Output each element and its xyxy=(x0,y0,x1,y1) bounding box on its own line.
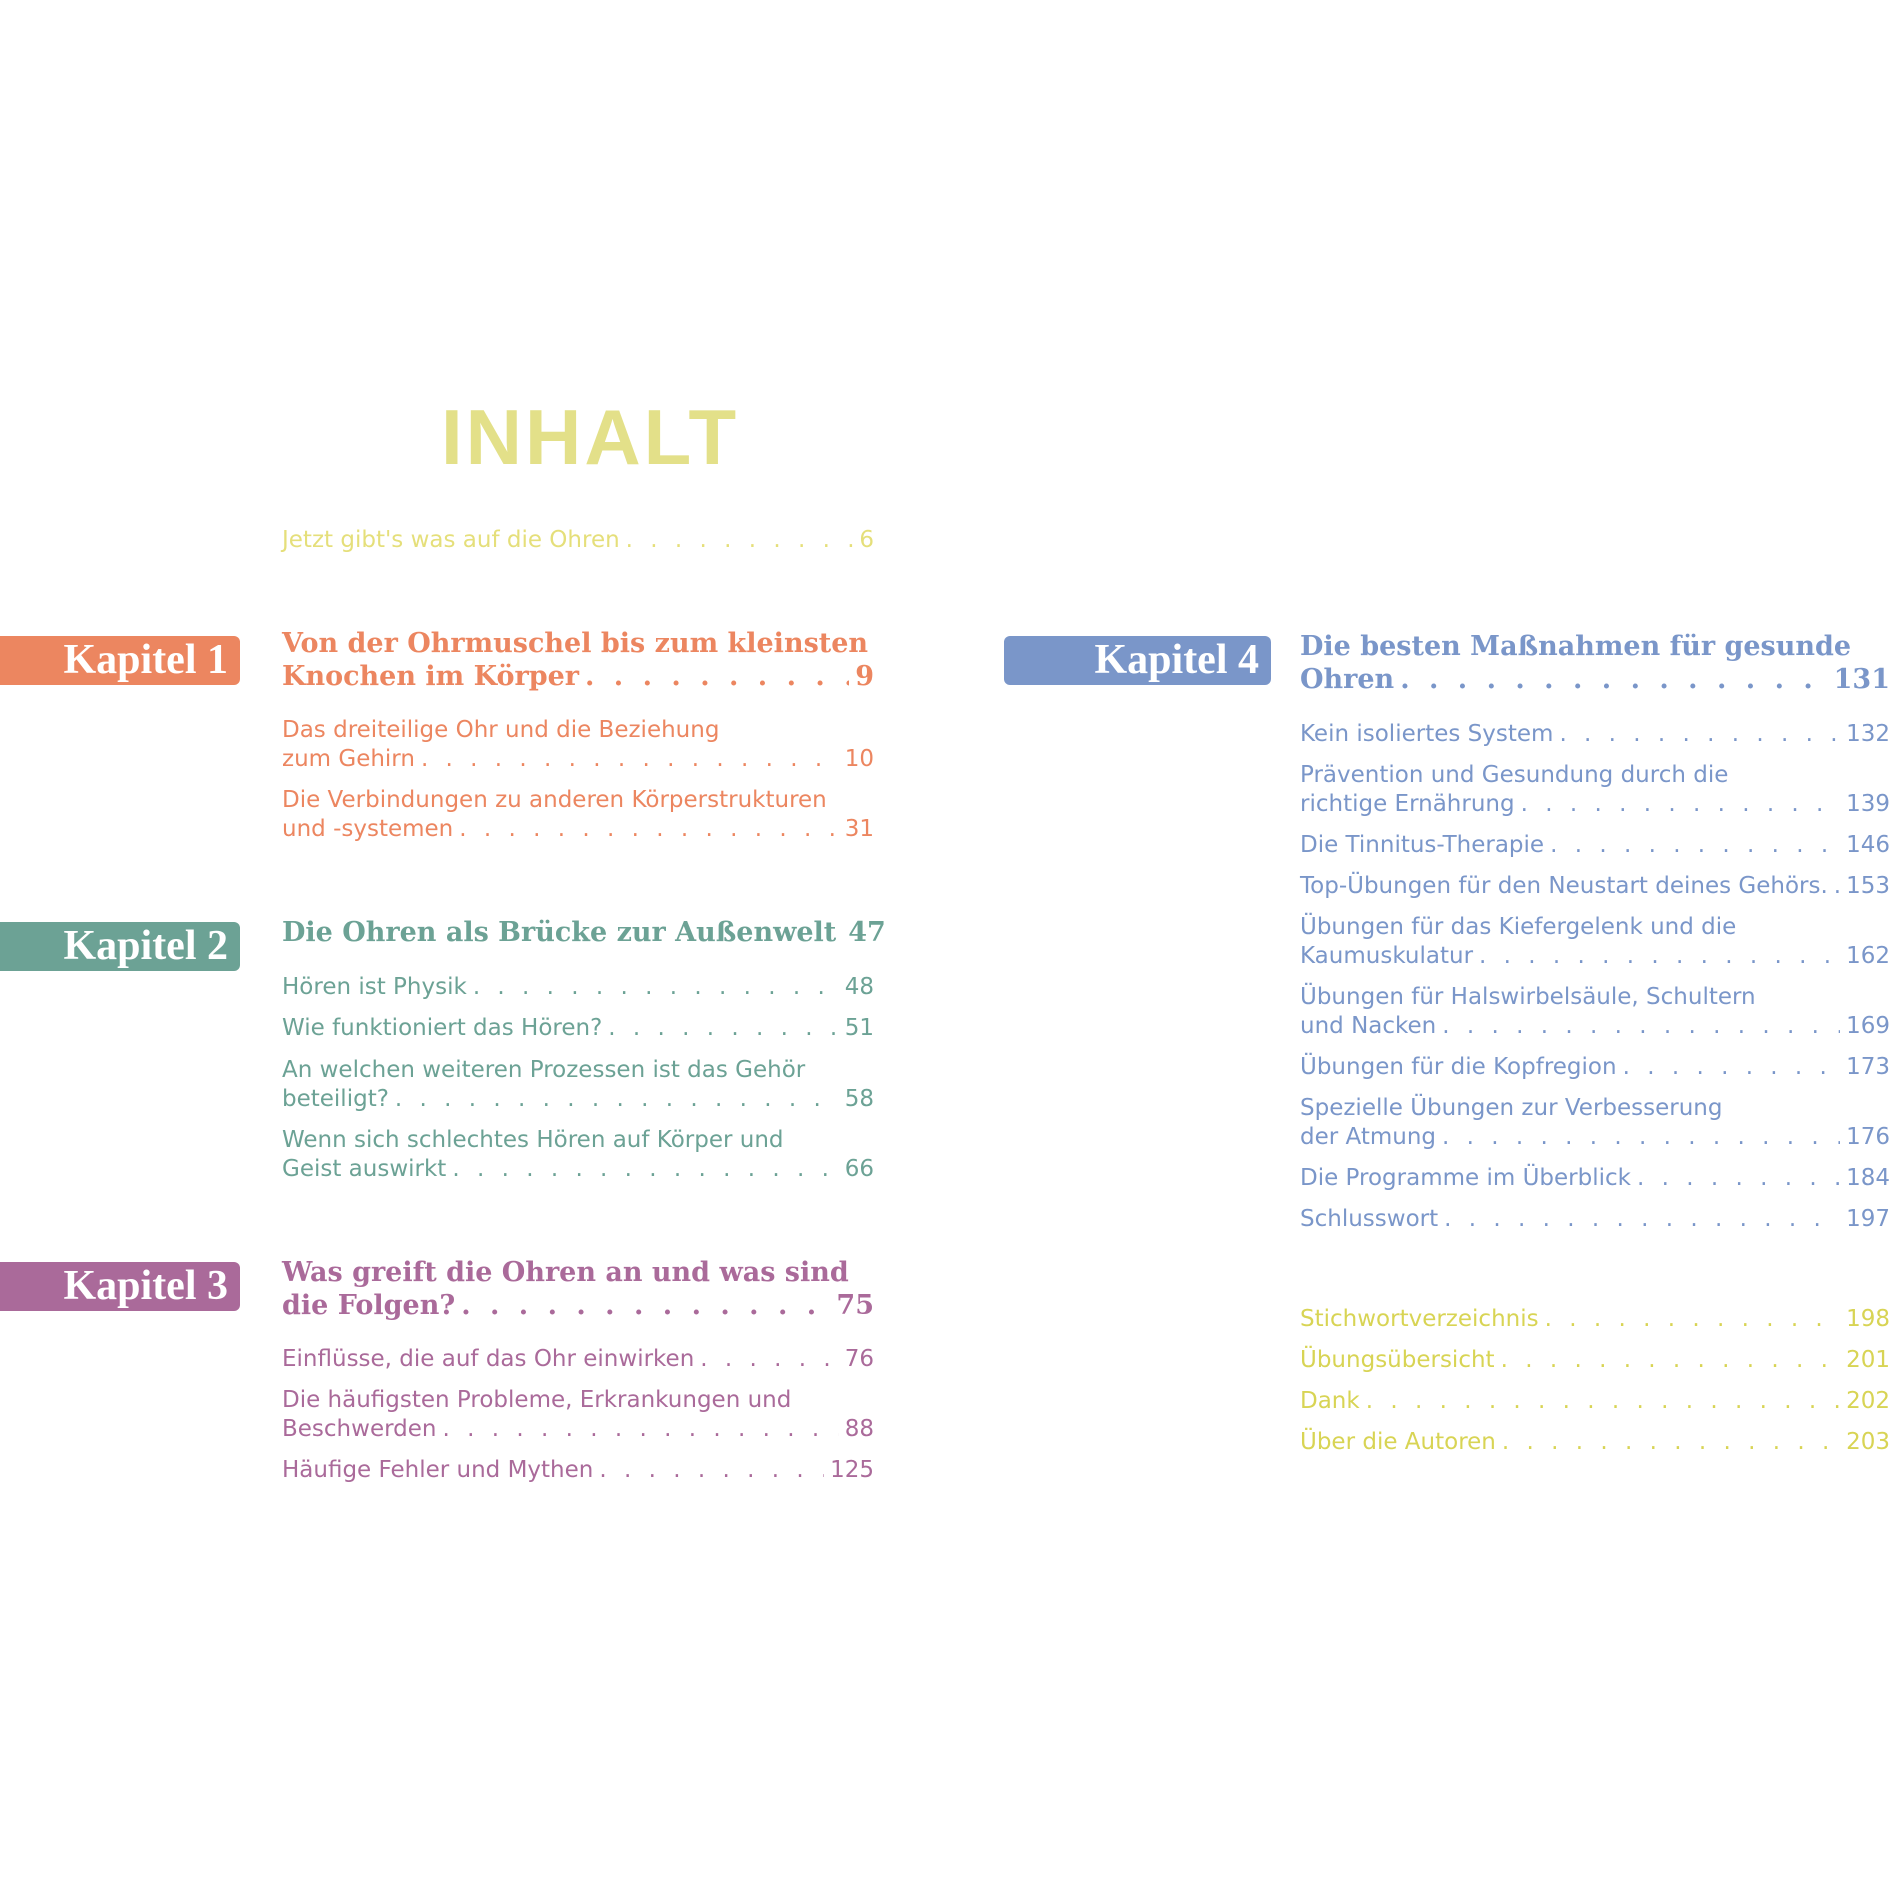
page-number: 6 xyxy=(859,527,874,553)
page-number: 58 xyxy=(844,1086,874,1112)
entry-row xyxy=(1300,1346,1890,1375)
entry-label: Jetzt gibt's was auf die Ohren xyxy=(282,527,620,553)
entry-row xyxy=(1300,1012,1890,1041)
entry-label: Stichwortverzeichnis xyxy=(1300,1306,1539,1332)
heading-line: Was greift die Ohren an und was sind xyxy=(282,1257,849,1288)
entry-line: Die Verbindungen zu anderen Körperstrukturen xyxy=(282,787,827,813)
dot-leader xyxy=(421,745,839,774)
page-number: 48 xyxy=(844,974,874,1000)
heading-label: Ohren xyxy=(1300,664,1395,695)
entry-label: Über die Autoren xyxy=(1300,1429,1496,1455)
toc-entry-appendix[interactable] xyxy=(1300,1346,1890,1375)
toc-entry[interactable] xyxy=(1300,983,1890,1041)
toc-entry[interactable] xyxy=(282,1386,874,1444)
toc-entry[interactable] xyxy=(282,1056,874,1114)
entry-row xyxy=(1300,1387,1890,1416)
entry-label: Geist auswirkt xyxy=(282,1156,447,1182)
toc-entry[interactable] xyxy=(282,1456,874,1485)
dot-leader xyxy=(461,1289,830,1322)
entry-label: Kaumuskulatur xyxy=(1300,943,1474,969)
chapter-badge-1: Kapitel 1 xyxy=(0,636,240,685)
entry-label: Die Tinnitus-Therapie xyxy=(1300,832,1545,858)
dot-leader xyxy=(1545,1305,1841,1334)
toc-entry[interactable] xyxy=(1300,1164,1890,1193)
page-number: 153 xyxy=(1846,873,1890,899)
entry-row xyxy=(282,973,874,1002)
page-title: INHALT xyxy=(441,393,740,481)
heading-row xyxy=(282,1289,874,1322)
dot-leader xyxy=(1550,831,1840,860)
toc-entry[interactable] xyxy=(282,1345,874,1374)
page-number: 203 xyxy=(1846,1429,1890,1455)
entry-row xyxy=(282,1014,874,1043)
entry-label: Schlusswort xyxy=(1300,1206,1439,1232)
page-number: 131 xyxy=(1833,664,1890,695)
page-number: 10 xyxy=(844,746,874,772)
dot-leader xyxy=(608,1014,838,1043)
heading-label: die Folgen? xyxy=(282,1290,456,1321)
page-number: 75 xyxy=(836,1290,874,1321)
entry-row xyxy=(1300,942,1890,971)
dot-leader xyxy=(1366,1387,1840,1416)
dot-leader xyxy=(1479,942,1840,971)
entry-row xyxy=(282,815,874,844)
page-number: 173 xyxy=(1846,1054,1890,1080)
entry-label: der Atmung xyxy=(1300,1124,1437,1150)
dot-leader xyxy=(1637,1164,1840,1193)
entry-row xyxy=(282,1456,874,1485)
entry-row xyxy=(1300,1164,1890,1193)
page-number: 162 xyxy=(1846,943,1890,969)
page-number: 132 xyxy=(1846,721,1890,747)
chapter-heading-1[interactable] xyxy=(282,627,874,693)
page-number: 176 xyxy=(1846,1124,1890,1150)
entry-row xyxy=(1300,720,1890,749)
toc-entry[interactable] xyxy=(282,786,874,844)
page-number: 31 xyxy=(844,816,874,842)
toc-entry-appendix[interactable] xyxy=(1300,1428,1890,1457)
page-number: 125 xyxy=(830,1457,874,1483)
entry-label: Übungsübersicht xyxy=(1300,1347,1495,1373)
entry-label: zum Gehirn xyxy=(282,746,415,772)
chapter-badge-4: Kapitel 4 xyxy=(1004,636,1271,685)
page-number: 197 xyxy=(1846,1206,1890,1232)
heading-label: Die Ohren als Brücke zur Außenwelt xyxy=(282,917,837,948)
entry-row xyxy=(1300,1428,1890,1457)
page-number: 47 xyxy=(848,917,886,948)
toc-entry[interactable] xyxy=(1300,1094,1890,1152)
entry-row xyxy=(1300,1053,1890,1082)
toc-entry[interactable] xyxy=(1300,761,1890,819)
entry-label: Übungen für die Kopfregion xyxy=(1300,1054,1617,1080)
chapter-heading-4[interactable] xyxy=(1300,630,1890,696)
dot-leader xyxy=(1501,1346,1841,1375)
heading-line: Die besten Maßnahmen für gesunde xyxy=(1300,631,1852,662)
dot-leader xyxy=(1442,1012,1840,1041)
entry-label: Die Programme im Überblick xyxy=(1300,1165,1631,1191)
entry-line: Übungen für Halswirbelsäule, Schultern xyxy=(1300,984,1756,1010)
entry-label: Hören ist Physik xyxy=(282,974,467,1000)
toc-entry[interactable] xyxy=(282,1126,874,1184)
entry-line: Spezielle Übungen zur Verbesserung xyxy=(1300,1095,1723,1121)
entry-row xyxy=(282,1085,874,1114)
entry-row xyxy=(282,745,874,774)
dot-leader xyxy=(452,1155,838,1184)
entry-row xyxy=(1300,790,1890,819)
dot-leader xyxy=(473,973,839,1002)
chapter-badge-2: Kapitel 2 xyxy=(0,922,240,971)
dot-leader xyxy=(1521,790,1841,819)
entry-row xyxy=(1300,831,1890,860)
entry-label: Top-Übungen für den Neustart deines Gehörs. xyxy=(1300,873,1828,899)
entry-row xyxy=(1300,872,1890,901)
chapter-heading-3[interactable] xyxy=(282,1256,874,1322)
dot-leader xyxy=(1834,872,1840,901)
entry-label: beteiligt? xyxy=(282,1086,389,1112)
heading-line: Von der Ohrmuschel bis zum kleinsten xyxy=(282,628,869,659)
entry-line: Die häufigsten Probleme, Erkrankungen und xyxy=(282,1387,792,1413)
toc-entry[interactable] xyxy=(282,1014,874,1043)
entry-line: Das dreiteilige Ohr und die Beziehung xyxy=(282,717,720,743)
page-number: 184 xyxy=(1846,1165,1890,1191)
dot-leader xyxy=(442,1415,838,1444)
dot-leader xyxy=(626,526,854,555)
entry-label: Dank xyxy=(1300,1388,1360,1414)
dot-leader xyxy=(700,1345,838,1374)
chapter-badge-3: Kapitel 3 xyxy=(0,1262,240,1311)
entry-line: An welchen weiteren Prozessen ist das Gehör xyxy=(282,1057,806,1083)
dot-leader xyxy=(395,1085,839,1114)
page-number: 146 xyxy=(1846,832,1890,858)
page-number: 201 xyxy=(1846,1347,1890,1373)
page-number: 88 xyxy=(844,1416,874,1442)
page-number: 139 xyxy=(1846,791,1890,817)
dot-leader xyxy=(1502,1428,1840,1457)
entry-label: Beschwerden xyxy=(282,1416,437,1442)
dot-leader xyxy=(1400,663,1827,696)
entry-row xyxy=(282,1415,874,1444)
entry-label: Kein isoliertes System xyxy=(1300,721,1554,747)
entry-label: und -systemen xyxy=(282,816,454,842)
entry-label: Häufige Fehler und Mythen xyxy=(282,1457,594,1483)
dot-leader xyxy=(585,660,849,693)
chapter-heading-2[interactable] xyxy=(282,916,886,949)
entry-label: richtige Ernährung xyxy=(1300,791,1515,817)
page-number: 198 xyxy=(1846,1306,1890,1332)
toc-entry[interactable] xyxy=(1300,1205,1890,1234)
toc-entry-appendix[interactable] xyxy=(1300,1387,1890,1416)
dot-leader xyxy=(459,815,838,844)
heading-row xyxy=(282,916,886,949)
heading-row xyxy=(1300,663,1890,696)
entry-row xyxy=(282,1345,874,1374)
entry-label: Einflüsse, die auf das Ohr einwirken xyxy=(282,1346,695,1372)
entry-row xyxy=(1300,1123,1890,1152)
entry-line: Prävention und Gesundung durch die xyxy=(1300,762,1729,788)
toc-entry[interactable] xyxy=(1300,1053,1890,1082)
entry-label: und Nacken xyxy=(1300,1013,1437,1039)
toc-entry[interactable] xyxy=(1300,872,1890,901)
toc-entry[interactable] xyxy=(1300,831,1890,860)
page-number: 9 xyxy=(855,661,874,692)
toc-entry[interactable] xyxy=(282,973,874,1002)
page-number: 169 xyxy=(1846,1013,1890,1039)
entry-row xyxy=(282,1155,874,1184)
page-number: 51 xyxy=(844,1015,874,1041)
toc-entry[interactable] xyxy=(1300,720,1890,749)
toc-entry[interactable] xyxy=(1300,913,1890,971)
dot-leader xyxy=(1559,720,1840,749)
entry-row xyxy=(1300,1205,1890,1234)
heading-label: Knochen im Körper xyxy=(282,661,579,692)
toc-entry[interactable] xyxy=(282,716,874,774)
page-number: 76 xyxy=(844,1346,874,1372)
entry-line: Wenn sich schlechtes Hören auf Körper und xyxy=(282,1127,784,1153)
dot-leader xyxy=(599,1456,824,1485)
entry-row xyxy=(1300,1305,1890,1334)
dot-leader xyxy=(1442,1123,1840,1152)
page-number: 202 xyxy=(1846,1388,1890,1414)
entry-label: Wie funktioniert das Hören? xyxy=(282,1015,603,1041)
toc-entry-intro[interactable] xyxy=(282,526,874,555)
dot-leader xyxy=(1444,1205,1840,1234)
toc-entry-appendix[interactable] xyxy=(1300,1305,1890,1334)
heading-row xyxy=(282,660,874,693)
entry-line: Übungen für das Kiefergelenk und die xyxy=(1300,914,1737,940)
page-number: 66 xyxy=(844,1156,874,1182)
dot-leader xyxy=(1623,1053,1841,1082)
